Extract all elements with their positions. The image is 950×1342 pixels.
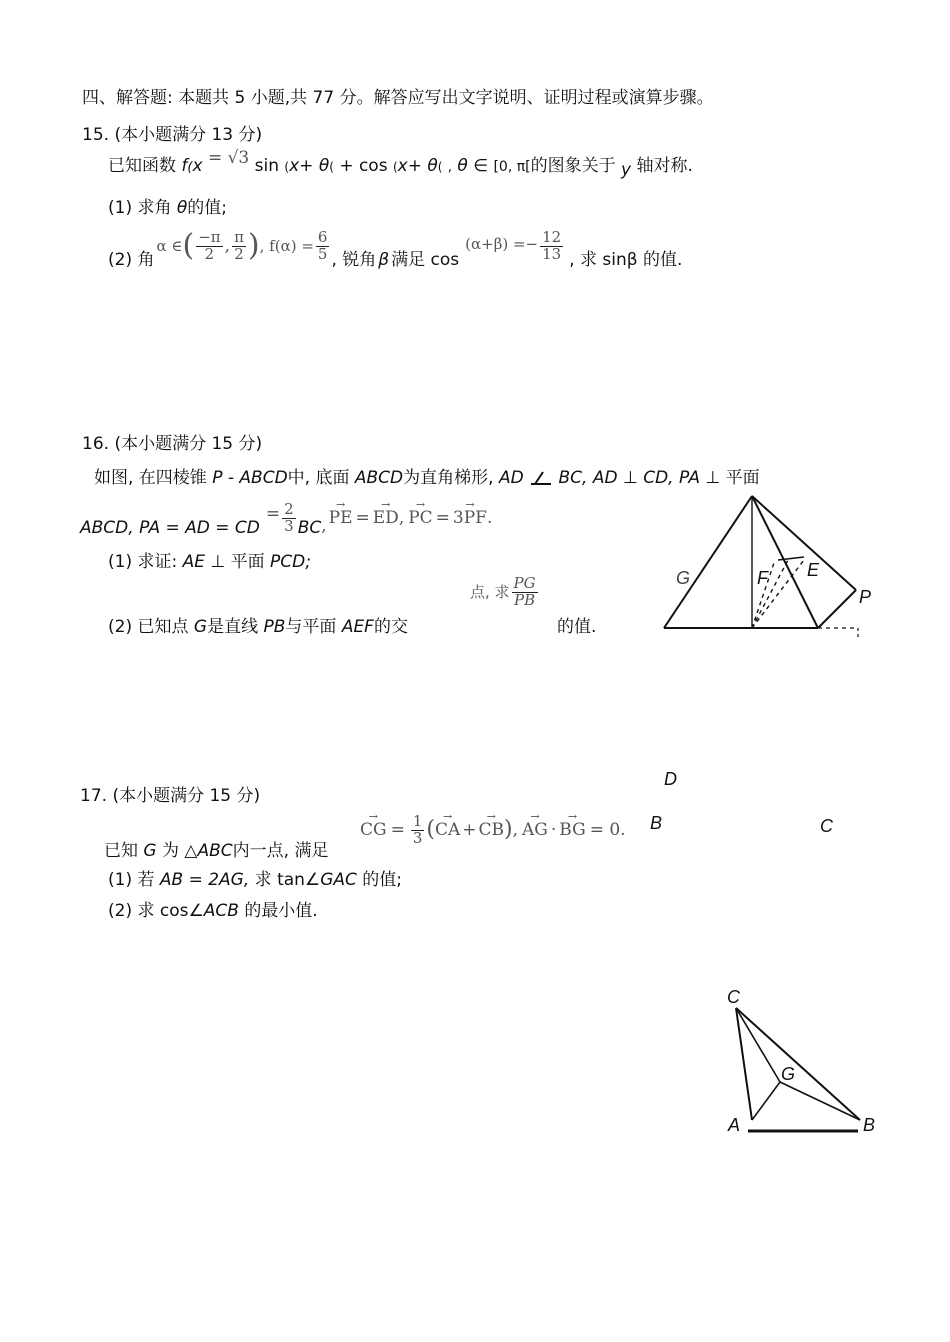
q16-p1-pcd: PCD; bbox=[270, 552, 311, 572]
q17-eq-zero: = 0. bbox=[589, 819, 626, 840]
q17-label-c: C bbox=[727, 987, 740, 1007]
edge-cb bbox=[736, 1008, 860, 1120]
q16-line2-eq: , PA = AD = CD bbox=[128, 517, 260, 538]
q15-p2-frac-12-13: $\frac{12}{13}$ bbox=[542, 227, 562, 263]
q17-label-b: B bbox=[863, 1115, 876, 1135]
q16-ad-perp-cd: AD ⊥ CD bbox=[592, 468, 669, 488]
q17-vec-ag: → AG bbox=[522, 822, 548, 839]
q17-vec-ca: → CA bbox=[435, 822, 460, 839]
q16-title: 16. (本小题满分 15 分) bbox=[82, 434, 263, 454]
q15-cos: + cos bbox=[339, 156, 388, 176]
q15-sqrt3: = √3 bbox=[207, 148, 250, 168]
q17-stem-text: 已知 bbox=[104, 841, 138, 861]
q15-p2-end: , 求 sinβ 的值. bbox=[569, 249, 683, 270]
q16-frac-pg-pb: $\frac{PG}{PB}$ bbox=[513, 574, 536, 609]
q15-stem: 已知函数 f(x = √3 sin (x+ θ( + cos (x+ θ( , θ ∈ [0, π[的图象关于 y 轴对称. bbox=[108, 148, 693, 180]
q15-pi: , π[ bbox=[507, 159, 531, 175]
q15-p1-label: (1) 求角 bbox=[108, 198, 172, 218]
q16-label-b: B bbox=[650, 813, 663, 833]
q17-title: 17. (本小题满分 15 分) bbox=[80, 786, 261, 806]
q16-line1b: 中, 底面 bbox=[287, 468, 350, 488]
q16-p1-plane: 平面 bbox=[230, 552, 265, 572]
q16-p2-g: G bbox=[193, 617, 208, 637]
edge-right-base bbox=[818, 590, 856, 628]
q16-line1-text: 如图, 在四棱锥 bbox=[94, 468, 207, 488]
q15-y: y bbox=[621, 160, 632, 180]
q15-p2-frac-6-5: $\frac{6}{5}$ bbox=[317, 227, 328, 263]
q16-p2-aef: AEF bbox=[341, 617, 374, 637]
q15-sin: sin bbox=[254, 156, 280, 176]
q16-plane: 平面 bbox=[725, 468, 760, 488]
q15-x-theta-2: x+ θ bbox=[397, 156, 438, 176]
q16-ad: AD bbox=[498, 468, 524, 488]
q16-p2-jiao: 的交 bbox=[373, 617, 408, 637]
q16-p2-mid2: 与平面 bbox=[285, 617, 337, 637]
q15-p2-acute: , 锐角 bbox=[331, 249, 377, 270]
q16-label-e: E bbox=[807, 560, 820, 580]
q16-abcd: ABCD bbox=[354, 468, 404, 488]
q15-interval: [0 bbox=[493, 159, 508, 175]
q16-label-f: F bbox=[757, 568, 768, 588]
q15-x-theta-1: x+ θ bbox=[289, 156, 330, 176]
q16-bc2: BC bbox=[297, 517, 322, 538]
q15-p2-alpha-in: α ∈ bbox=[156, 236, 183, 255]
q17-g: G bbox=[143, 841, 157, 861]
q16-vec-eq2: = bbox=[435, 507, 450, 528]
edge-bg bbox=[780, 1082, 860, 1120]
q15-title: 15. (本小题满分 13 分) bbox=[82, 125, 263, 145]
q15-p2-frac-pi: $\frac{\pi}{2}$ bbox=[234, 227, 244, 263]
q15-p1-end: 的值; bbox=[187, 198, 228, 218]
q17-triangle-figure bbox=[736, 1008, 860, 1131]
q16-p2-pb: PB bbox=[263, 617, 286, 637]
q15-p2-satisfy: 满足 cos bbox=[391, 249, 460, 270]
q16-vec-pc: → PC bbox=[408, 510, 432, 527]
q16-pa-perp: , PA ⊥ bbox=[668, 468, 721, 488]
q16-vec-ed: → ED bbox=[373, 510, 399, 527]
q16-p2-mid: 是直线 bbox=[207, 617, 259, 637]
q17-stem3: 内一点, 满足 bbox=[232, 841, 329, 861]
q17-label-g: G bbox=[781, 1064, 796, 1084]
q16-p1-label: (1) 求证: bbox=[108, 552, 178, 572]
q15-stem-suffix: 的图象关于 bbox=[530, 156, 616, 176]
q17-vec-cb: → CB bbox=[479, 822, 505, 839]
q16-line2: ABCD , PA = AD = CD = $\frac{2}{3}$ BC , → PE = → ED , → PC = → 3PF . bbox=[80, 496, 492, 540]
q17-p2-end: 的最小值. bbox=[244, 901, 318, 921]
q17-p1-label: (1) 若 bbox=[108, 870, 155, 890]
q16-line1c: 为直角梯形, bbox=[403, 468, 494, 488]
q16-vec-3pf: → 3PF bbox=[453, 510, 487, 527]
q16-p2-dian: 点, 求 bbox=[470, 582, 510, 601]
q16-label-p: P bbox=[859, 587, 872, 607]
q15-p2-label: (2) 角 bbox=[108, 249, 155, 270]
q17-p1-end: 的值; bbox=[362, 870, 403, 890]
q15-p2-ab: (α+β) =− bbox=[465, 234, 539, 253]
q16-p1-ae: AE ⊥ bbox=[182, 552, 226, 572]
q15-p2-frac-neg-pi: $\frac{-\pi}{2}$ bbox=[198, 227, 221, 263]
q15-p2-beta: β bbox=[378, 249, 390, 270]
edge-ca bbox=[736, 1008, 752, 1120]
q16-label-c: C bbox=[820, 816, 833, 836]
q15-part2: (2) 角 α ∈ ( $\frac{-\pi}{2}$ , $\frac{\pi}{2}$ ) , f(α) = $\frac{6}{5}$ , 锐角 β 满足 cos (α+β) =− $\frac{12}{13}$ , 求 sinβ 的值. bbox=[108, 227, 683, 270]
q15-theta-in: θ ∈ bbox=[457, 156, 489, 176]
q17-p2-acb: ACB bbox=[203, 901, 239, 921]
q16-pabcd: P - ABCD bbox=[212, 468, 288, 488]
q17-abc: △ABC bbox=[184, 841, 233, 861]
q17-vec-cg: → CG bbox=[360, 822, 387, 839]
q16-p2-label: (2) 已知点 bbox=[108, 617, 189, 637]
q17-frac-1-3: $\frac{1}{3}$ bbox=[412, 812, 423, 847]
q17-p2-label: (2) 求 cos∠ bbox=[108, 901, 204, 921]
q15-p2-falpha: , f(α) = bbox=[259, 236, 314, 255]
q17-p1-gac: GAC bbox=[320, 870, 357, 890]
section-header: 四、解答题: 本题共 5 小题,共 77 分。解答应写出文字说明、证明过程或演算步骤。 bbox=[82, 88, 714, 108]
q17-p1-cond: AB = 2AG, bbox=[159, 870, 250, 890]
q16-bc: BC, bbox=[558, 468, 588, 488]
q15-stem-prefix: 已知函数 bbox=[108, 156, 176, 176]
q16-frac-2-3: $\frac{2}{3}$ bbox=[284, 499, 294, 535]
edge-cg bbox=[736, 1008, 780, 1082]
edge-pa-left bbox=[664, 496, 752, 628]
edge-ag bbox=[752, 1082, 780, 1120]
q17-vector-equation: → CG = $\frac{1}{3}$ ( → CA + → CB ) , → AG · → BG = 0. bbox=[360, 814, 626, 847]
q15-p1-theta: θ bbox=[176, 198, 188, 218]
q15-stem-end: 轴对称. bbox=[636, 156, 693, 176]
q15-f: f bbox=[181, 156, 188, 176]
q16-p2-end: 的值. bbox=[557, 617, 597, 637]
q15-x: x bbox=[192, 156, 203, 176]
q16-vec-eq1: = bbox=[355, 507, 370, 528]
q16-label-d: D bbox=[664, 769, 677, 789]
q17-vec-bg: → BG bbox=[559, 822, 585, 839]
q16-label-g: G bbox=[676, 568, 691, 588]
q17-stem2: 为 bbox=[162, 841, 179, 861]
q17-label-a: A bbox=[728, 1115, 741, 1135]
q16-line2-abcd: ABCD bbox=[80, 517, 129, 538]
q16-vec-pe: → PE bbox=[329, 510, 353, 527]
q17-p1-ask: 求 tan∠ bbox=[254, 870, 321, 890]
